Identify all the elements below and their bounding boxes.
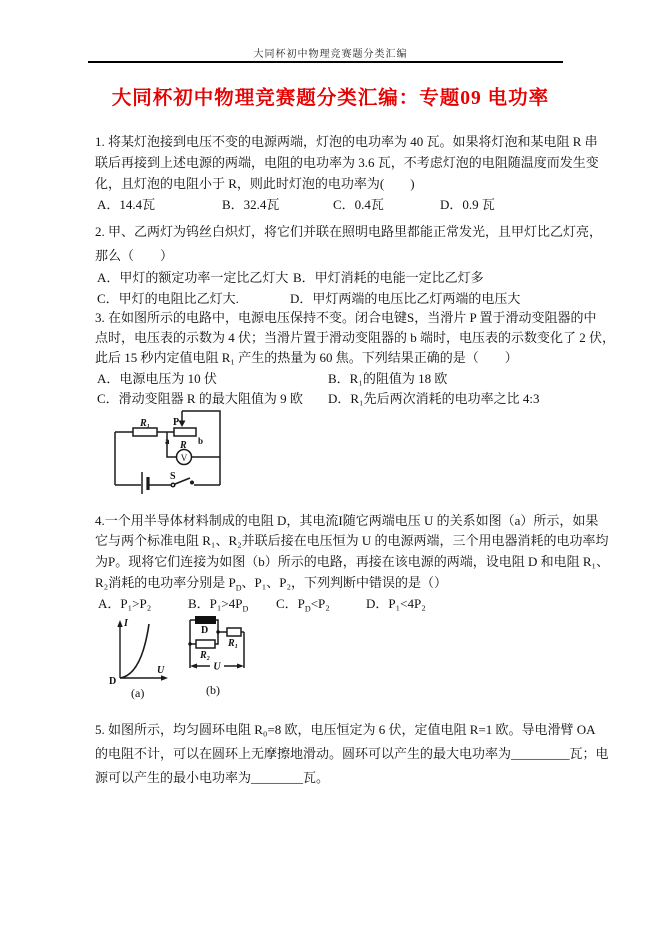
option-d: D．0.9 瓦 — [440, 197, 495, 212]
question-line: 5. 如图所示，均匀圆环电阻 R₀=8 欧，电压恒定为 6 伏，定值电阻 R=1 欧。导电滑臂 OA — [95, 722, 596, 737]
node-dot — [188, 642, 191, 645]
option-d: D．甲灯两端的电压比乙灯两端的电压大 — [290, 291, 521, 306]
label-r2: R₂ — [200, 650, 211, 661]
option-a: A．甲灯的额定功率一定比乙灯大 — [97, 270, 289, 285]
label-a: a — [165, 436, 170, 446]
u-arrow-left-icon — [190, 664, 197, 669]
question-line: 1. 将某灯泡接到电压不变的电源两端，灯泡的电功率为 40 瓦。如果将灯泡和某电阻 R 串 — [95, 134, 598, 149]
page-header: 大同杯初中物理竞赛题分类汇编 — [253, 49, 408, 60]
option-a: A．电源电压为 10 伏 — [97, 371, 217, 386]
label-b: b — [198, 436, 204, 446]
option-a: A．P₁>P₂ — [98, 596, 152, 611]
question-line: 4.一个用半导体材料制成的电阻 D，其电流I随它两端电压 U 的关系如图（a）所示，如果 — [95, 513, 599, 528]
voltmeter-label: V — [180, 453, 188, 463]
question-line: 点时，电压表的示数为 4 伏；当滑片置于滑动变阻器的 b 端时，电压表的示数变化了 2 伏， — [95, 330, 616, 345]
option-a: A．14.4瓦 — [97, 197, 156, 212]
option-b: B．甲灯消耗的电能一定比乙灯多 — [293, 270, 484, 285]
q4-graph-a — [98, 616, 190, 709]
page-title: 大同杯初中物理竞赛题分类汇编：专题09 电功率 — [111, 88, 550, 109]
question-line: 2. 甲、乙两灯为钨丝白炽灯，将它们并联在照明电路里都能正常发光，且甲灯比乙灯亮， — [95, 224, 603, 239]
option-b: B．R₁的阻值为 18 欧 — [328, 371, 448, 386]
option-d: D．R₁先后两次消耗的电功率之比 4:3 — [328, 391, 540, 406]
question-line: 此后 15 秒内定值电阻 R₁ 产生的热量为 60 焦。下列结果正确的是（ ） — [95, 350, 518, 365]
iu-curve-chart — [98, 616, 190, 704]
switch-dot — [190, 481, 194, 485]
option-c: C．$P_D<P_2$ — [276, 596, 330, 614]
question-line: 源可以产生的最小电功率为________瓦。 — [95, 770, 330, 785]
question-line: R₂消耗的电功率分别是 $P_D$、P₁、P₂，下列判断中错误的是（） — [95, 575, 448, 593]
label-p: P — [173, 417, 180, 428]
x-axis-arrow-icon — [161, 675, 168, 680]
options-row — [95, 267, 575, 287]
q3-circuit-figure — [95, 408, 295, 513]
question-line: 它与两个标准电阻 R₁、R₂并联后接在电压恒为 U 的电源两端，三个用电器消耗的电功率均 — [95, 533, 609, 548]
resistor-d-body — [195, 616, 216, 624]
option-c: C．甲灯的电阻比乙灯大. — [97, 291, 239, 306]
question-line: 为P。现将它们连接为如图（b）所示的电路，再接在该电源的两端，设电阻 D 和电阻 R₁、 — [95, 554, 610, 569]
label-d: D — [201, 625, 209, 636]
question-line: 3. 在如图所示的电路中，电源电压保持不变。闭合电键S，当滑片 P 置于滑动变阻器的中 — [95, 310, 597, 325]
figure-caption-b: (b) — [206, 683, 220, 697]
label-r1: R₁ — [228, 638, 239, 649]
label-r1: R₁ — [140, 418, 151, 429]
slider-arrow-icon — [179, 421, 186, 428]
option-b: B．32.4瓦 — [222, 197, 280, 212]
circuit-diagram-b — [186, 612, 298, 702]
q4-circuit-b — [186, 612, 298, 707]
options-row — [95, 288, 575, 308]
question-line: 那么（ ） — [95, 248, 174, 263]
node-dot — [216, 630, 219, 633]
option-c: C．滑动变阻器 R 的最大阻值为 9 欧 — [97, 391, 303, 406]
origin-label: D — [109, 676, 117, 687]
y-axis-arrow-icon — [117, 620, 122, 627]
question-line: 化，且灯泡的电阻小于 R，则此时灯泡的电功率为( ) — [95, 176, 415, 191]
label-s: S — [170, 471, 176, 482]
option-b: B．$P_1>4P_D$ — [188, 596, 249, 614]
options-row — [95, 368, 575, 388]
question-line: 的电阻不计，可以在圆环上无摩擦地滑动。圆环可以产生的最大电功率为_________瓦；电 — [95, 746, 609, 761]
option-d: D．P₁<4P₂ — [366, 596, 426, 611]
question-line: 联后再接到上述电源的两端，电阻的电功率为 3.6 瓦，不考虑灯泡的电阻随温度而发生变 — [95, 155, 599, 170]
option-c: C．0.4瓦 — [333, 197, 384, 212]
label-u: U — [213, 661, 221, 673]
switch-contact — [171, 483, 175, 487]
x-axis-label: U — [157, 665, 165, 676]
y-axis-label: I — [124, 618, 128, 629]
options-row — [95, 593, 575, 613]
header-rule — [88, 61, 563, 63]
circuit-diagram — [95, 408, 295, 508]
figure-caption-a: (a) — [131, 686, 145, 700]
options-row — [95, 194, 575, 214]
u-arrow-right-icon — [237, 664, 244, 669]
label-r: R — [180, 440, 187, 451]
options-row — [95, 388, 575, 408]
